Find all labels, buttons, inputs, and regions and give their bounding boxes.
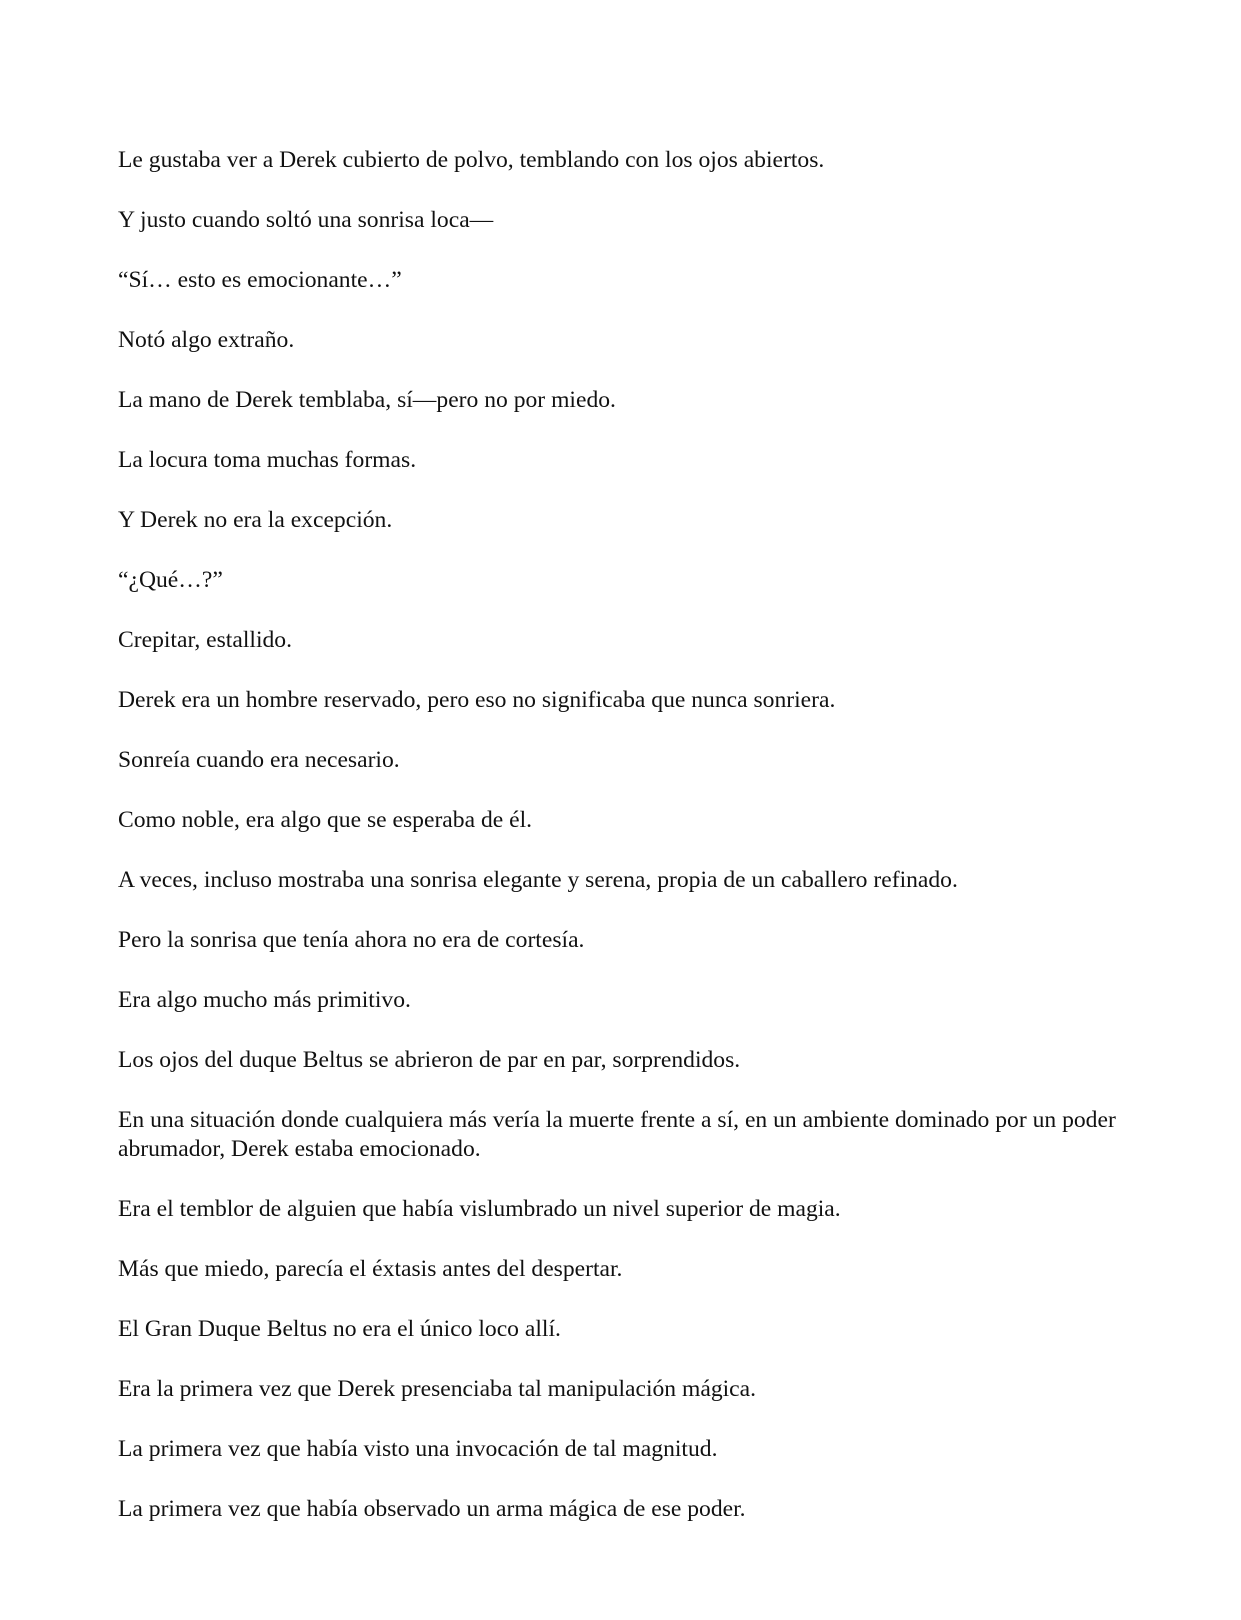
paragraph: Crepitar, estallido.: [118, 627, 292, 653]
paragraph: La mano de Derek temblaba, sí—pero no por miedo.: [118, 387, 616, 413]
paragraph: En una situación donde cualquiera más vería la muerte frente a sí, en un ambiente dominado por un poder abrumador, Derek estaba emocionado.: [118, 1107, 1116, 1162]
body-text: [118, 146, 1128, 1555]
paragraph: Los ojos del duque Beltus se abrieron de par en par, sorprendidos.: [118, 1047, 741, 1073]
paragraph: La primera vez que había visto una invocación de tal magnitud.: [118, 1436, 718, 1462]
paragraph: Era el temblor de alguien que había vislumbrado un nivel superior de magia.: [118, 1196, 841, 1222]
paragraph: El Gran Duque Beltus no era el único loco allí.: [118, 1316, 561, 1342]
paragraph: Le gustaba ver a Derek cubierto de polvo, temblando con los ojos abiertos.: [118, 147, 825, 173]
paragraph: Sonreía cuando era necesario.: [118, 747, 400, 773]
paragraph: Como noble, era algo que se esperaba de él.: [118, 807, 533, 833]
paragraph: “¿Qué…?”: [118, 567, 223, 593]
paragraph: Pero la sonrisa que tenía ahora no era de cortesía.: [118, 927, 585, 953]
paragraph: Notó algo extraño.: [118, 327, 295, 353]
paragraph: A veces, incluso mostraba una sonrisa elegante y serena, propia de un caballero refinado.: [118, 867, 958, 893]
paragraph: Era la primera vez que Derek presenciaba tal manipulación mágica.: [118, 1376, 757, 1402]
paragraph: La locura toma muchas formas.: [118, 447, 417, 473]
paragraph: La primera vez que había observado un arma mágica de ese poder.: [118, 1496, 746, 1522]
paragraph: Y justo cuando soltó una sonrisa loca—: [118, 207, 494, 233]
paragraph: Más que miedo, parecía el éxtasis antes del despertar.: [118, 1256, 623, 1282]
paragraph: Derek era un hombre reservado, pero eso no significaba que nunca sonriera.: [118, 687, 836, 713]
paragraph: “Sí… esto es emocionante…”: [118, 267, 402, 293]
paragraph: Era algo mucho más primitivo.: [118, 987, 411, 1013]
paragraph: Y Derek no era la excepción.: [118, 507, 393, 533]
